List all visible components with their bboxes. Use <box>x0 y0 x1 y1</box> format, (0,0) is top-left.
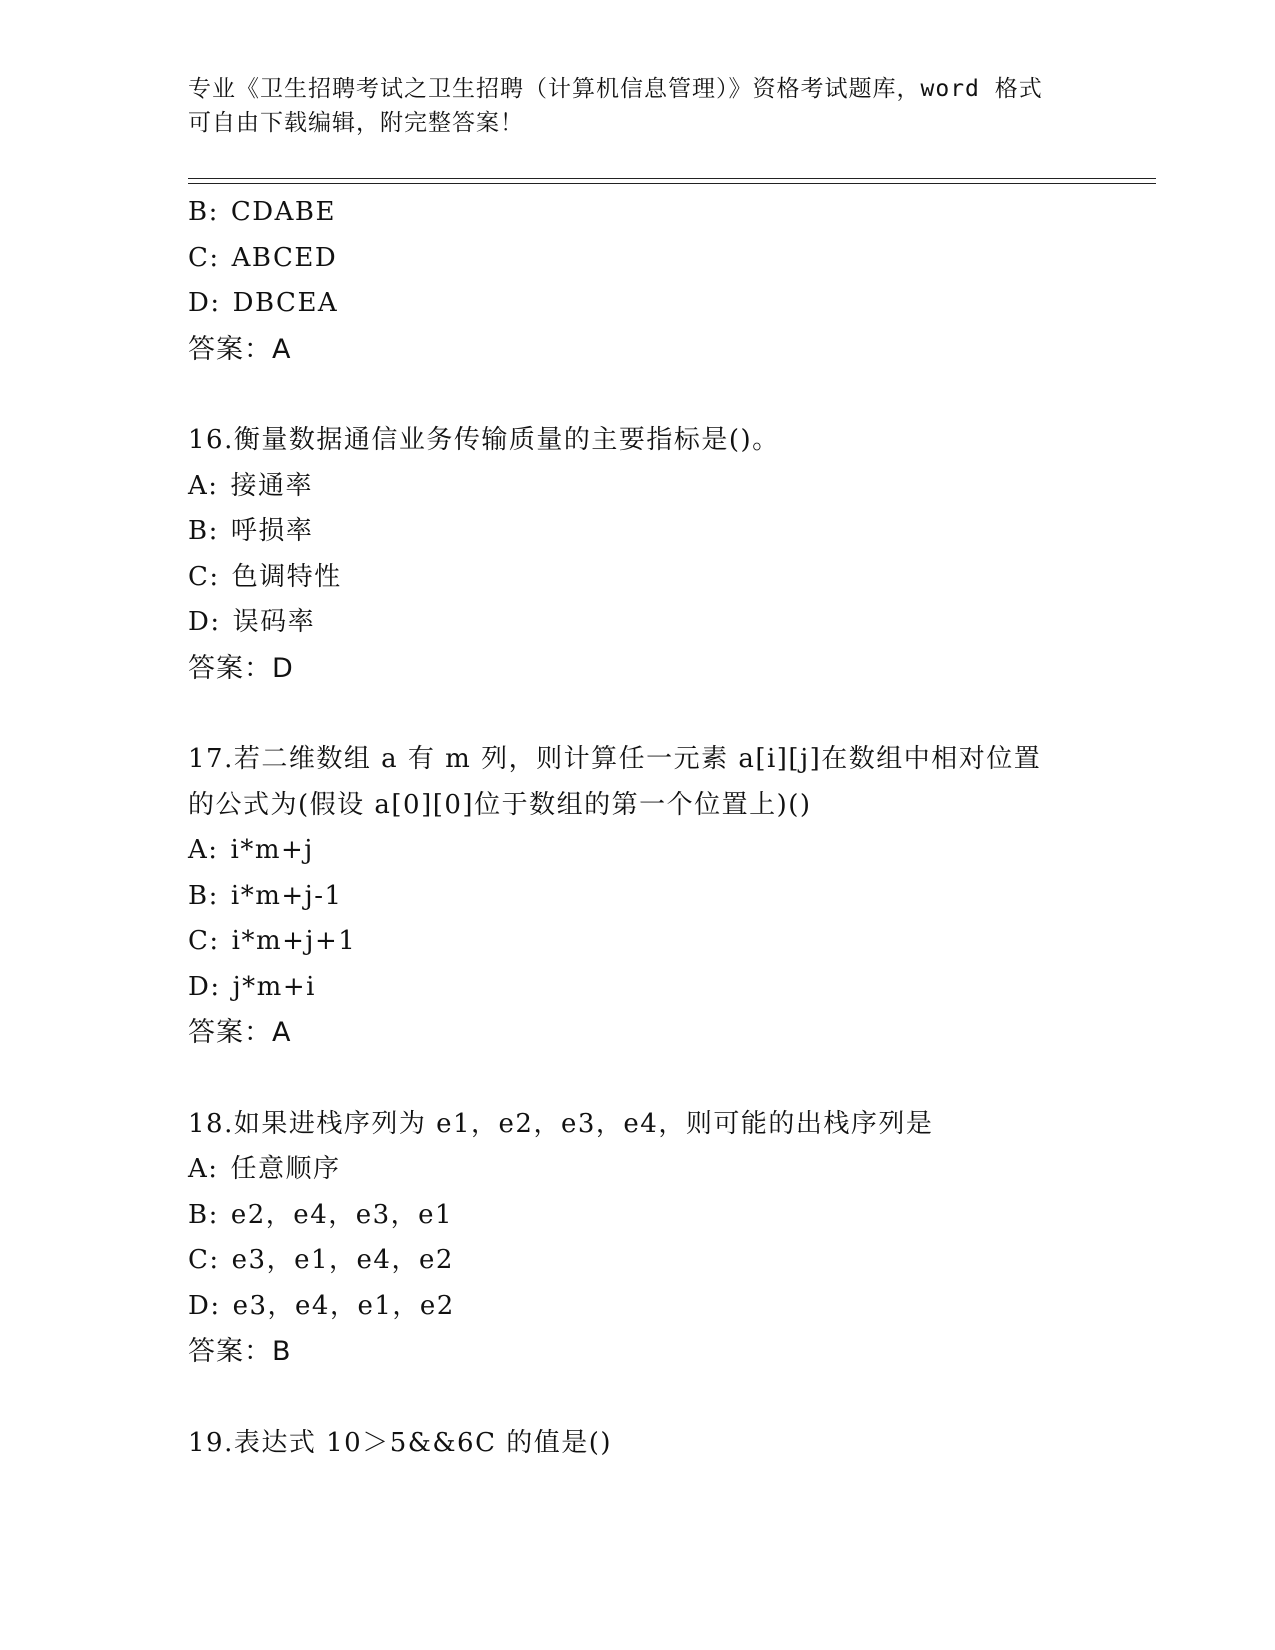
header-title-line-1: 专业《卫生招聘考试之卫生招聘（计算机信息管理）》资格考试题库，word 格式 <box>188 76 1043 102</box>
header-divider-top <box>188 178 1156 179</box>
answer-line: 答案：B <box>188 1336 292 1367</box>
question-17 <box>188 737 1088 1056</box>
question-stem: 16.衡量数据通信业务传输质量的主要指标是()。 <box>188 425 780 455</box>
question-stem: 19.表达式 10＞5&&6C 的值是() <box>188 1427 613 1458</box>
option-text: i*m+j-1 <box>230 880 343 911</box>
spacer <box>188 372 1088 418</box>
question-18 <box>188 1102 1088 1375</box>
spacer <box>188 1375 1088 1421</box>
option-c <box>188 555 1088 601</box>
option-b <box>188 509 1088 555</box>
question-stem-line-1: 17.若二维数组 a 有 m 列，则计算任一元素 a[i][j]在数组中相对位置 <box>188 744 1042 774</box>
option-key: A: <box>188 1154 219 1184</box>
option-d <box>188 600 1088 646</box>
option-text: j*m+i <box>232 971 316 1002</box>
option-c <box>188 236 1088 282</box>
option-text: 接通率 <box>230 470 314 501</box>
option-b <box>188 874 1088 920</box>
answer-line: 答案：A <box>188 333 292 365</box>
option-text: 呼损率 <box>230 516 314 546</box>
option-c <box>188 1238 1088 1284</box>
option-text: ABCED <box>231 242 338 273</box>
question-stem-line-2: 的公式为(假设 a[0][0]位于数组的第一个位置上)() <box>188 789 812 820</box>
option-key: C: <box>188 1245 220 1275</box>
option-a <box>188 828 1088 874</box>
option-key: B: <box>188 197 219 227</box>
option-c <box>188 919 1088 965</box>
option-key: D: <box>188 607 221 637</box>
spacer <box>188 691 1088 737</box>
option-text: i*m+j+1 <box>231 926 357 956</box>
option-d <box>188 965 1088 1011</box>
question-19 <box>188 1421 1088 1467</box>
spacer <box>188 1056 1088 1102</box>
option-key: B: <box>188 880 219 911</box>
option-b <box>188 1193 1088 1239</box>
option-d <box>188 1284 1088 1330</box>
option-key: A: <box>188 835 219 865</box>
option-key: D: <box>188 1290 221 1321</box>
option-key: B: <box>188 1199 219 1230</box>
option-text: 任意顺序 <box>230 1154 341 1184</box>
option-key: C: <box>188 926 220 956</box>
option-d <box>188 281 1088 327</box>
answer-line: 答案：A <box>188 1017 292 1048</box>
question-stem: 18.如果进栈序列为 e1，e2，e3，e4，则可能的出栈序列是 <box>188 1108 934 1139</box>
question-15 <box>188 190 1088 372</box>
header-divider-bottom <box>188 183 1156 184</box>
question-16 <box>188 418 1088 691</box>
option-a <box>188 1147 1088 1193</box>
option-key: A: <box>188 470 219 501</box>
header-title-line-2: 可自由下载编辑，附完整答案！ <box>188 110 524 136</box>
option-b <box>188 190 1088 236</box>
option-text: e3，e1，e4，e2 <box>231 1245 454 1275</box>
option-key: D: <box>188 971 221 1002</box>
answer-line: 答案：D <box>188 652 294 684</box>
option-text: 误码率 <box>232 607 316 637</box>
option-key: C: <box>188 561 220 592</box>
option-text: e2，e4，e3，e1 <box>230 1199 454 1230</box>
option-text: i*m+j <box>230 835 314 865</box>
option-text: 色调特性 <box>231 561 342 592</box>
option-text: DBCEA <box>232 288 339 318</box>
option-key: C: <box>188 242 220 273</box>
option-key: B: <box>188 516 219 546</box>
question-list <box>188 190 1088 1466</box>
option-a <box>188 464 1088 510</box>
document-header <box>188 72 1088 140</box>
option-key: D: <box>188 288 221 318</box>
option-text: CDABE <box>230 197 336 227</box>
option-text: e3，e4，e1，e2 <box>232 1290 455 1321</box>
